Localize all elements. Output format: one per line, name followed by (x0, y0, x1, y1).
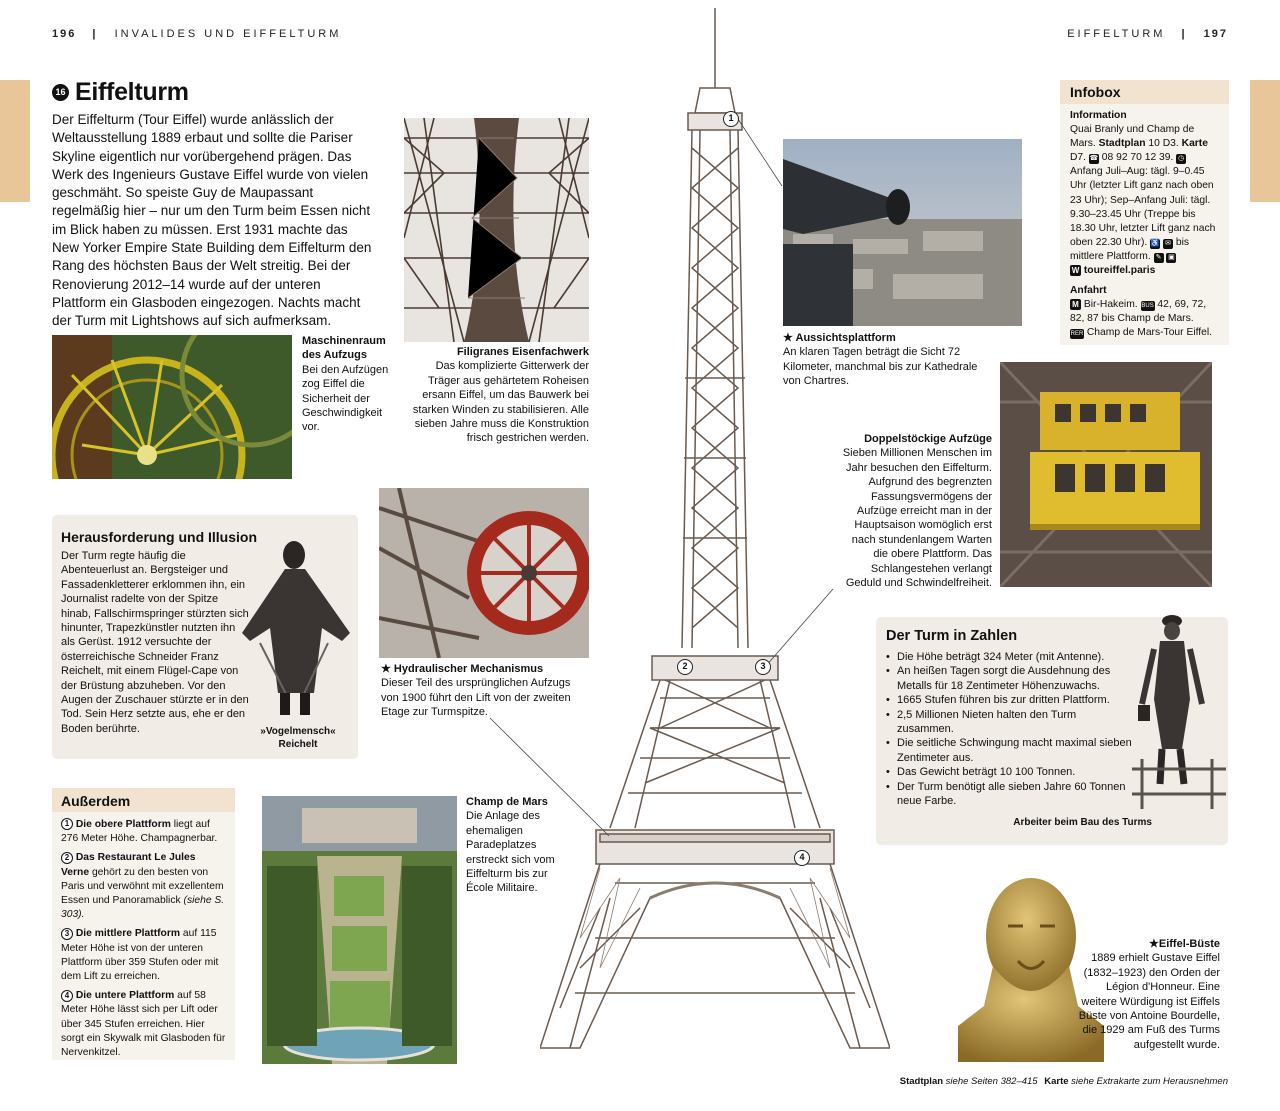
caption-text: 1889 erhielt Gustave Eiffel (1832–1923) den Orden der Légion d'Honneur. Eine weitere Würdigung ist Eiffels Büste von Antoine Bourdelle, die 1929 am Fuß des Turms aufgestellt wurde. (1078, 952, 1220, 1051)
metro-icon: M (1070, 299, 1081, 310)
ticket-icon: ✉ (1163, 239, 1173, 249)
worker-engraving (1132, 609, 1226, 809)
caption-elevators (836, 432, 992, 590)
ausserdem-title: Außerdem (61, 793, 131, 809)
page-title: Eiffelturm (75, 78, 189, 106)
ausserdem-item: 3 Die mittlere Plattform auf 115 Meter Höhe ist von der unteren Plattform über 359 Stufen oder mit dem Lift zu erreichen. (61, 928, 219, 983)
numbers-box (876, 617, 1228, 845)
page-footer: Stadtplan siehe Seiten 382–415 Karte siehe Extrakarte zum Herausnehmen (899, 1076, 1228, 1087)
caption-text: Bei den Aufzügen zog Eiffel die Sicherheit der Geschwindigkeit vor. (302, 363, 389, 434)
intro-text: Der Eiffelturm (Tour Eiffel) wurde anlässlich der Weltausstellung 1889 erbaut und sollte die Pariser Skyline eigentlich nur vorübergehend prägen. Das Werk des Ingenieurs Gustave Eiffel wurde von vielen geschmäht. So speiste Guy de Maupassant regelmäßig hier – nur um den Turm beim Essen nicht im Blick haben zu müssen. Erst 1931 machte das New Yorker Empire State Building dem Eiffelturm den Rang des höchsten Baus der Welt streitig. Bei der Renovierung 2012–14 wurde auf der unteren Plattform ein Glasboden eingezogen. Nachts macht der Turm mit Lightshows auf sich aufmerksam. (52, 112, 372, 329)
caption-title: Maschinenraum des Aufzugs (302, 335, 386, 362)
page-number-right: 197 (1203, 28, 1228, 40)
accessibility-icon: ♿ (1150, 239, 1160, 247)
clock-icon: ◷ (1178, 155, 1185, 163)
callout-1: 1 (723, 111, 739, 127)
worker-caption: Arbeiter beim Bau des Turms (1013, 817, 1152, 828)
infobox-title: Infobox (1070, 84, 1121, 100)
bus-icon: BUS (1141, 303, 1154, 310)
list-item: • Die seitliche Schwingung macht maximal sieben Zentimeter aus. (886, 736, 1136, 765)
caption-text: Das komplizierte Gitterwerk der Träger aus gehärtetem Roheisen ersann Eiffel, um das Bauwerk bei starken Winden zu stabilisieren. Alle sieben Jahre muss die Konstruktion frisch gestrichen werden. (412, 360, 589, 445)
list-item: • Die Höhe beträgt 324 Meter (mit Antenne). (886, 650, 1136, 664)
list-item: • Das Gewicht beträgt 10 100 Tonnen. (886, 765, 1136, 779)
callout-2: 2 (677, 659, 693, 675)
anfahrt-heading: Anfahrt (1070, 285, 1107, 297)
infobox-content: Information Quai Branly und Champ de Mars. Stadtplan 10 D3. Karte D7. ☎ 08 92 70 12 39. ◷ Anfang Juli–Aug: tägl. 9–0.45 Uhr (letzter Lift ganz nach oben 23 Uhr); Sep–Anfang Juli: tägl. 9.30–23.45 Uhr (Treppe bis 18.30 Uhr, letzter Lift ganz nach oben 22.30 Uhr). ♿ ✉ bis mittlere Plattform. ✎ ▣ W toureiffel.paris Anfahrt M Bir-Hakeim. BUS 42, 69, 72, 82, 87 bis Champ de Mars. RER Champ de Mars-Tour Eiffel. (1060, 104, 1229, 341)
challenge-title: Herausforderung und Illusion (61, 529, 258, 545)
caption-title: ★ Hydraulischer Mechanismus (381, 663, 544, 675)
phone-icon: ☎ (1089, 155, 1099, 163)
caption-viewing-platform (783, 331, 983, 389)
numbers-title: Der Turm in Zahlen (886, 628, 1018, 644)
separator: | (1181, 28, 1188, 40)
page-number-left: 196 (52, 28, 77, 40)
caption-title: ★Eiffel-Büste (1149, 938, 1220, 950)
ausserdem-item: 2 Das Restaurant Le Jules Verne gehört zu den besten von Paris und verwöhnt mit exzellentem Essen und Panoramablick (siehe S. 303). (61, 852, 225, 921)
numbers-list (886, 650, 1136, 808)
section-title-right: EIFFELTURM (1067, 28, 1166, 40)
shop-icon: ▣ (1168, 253, 1175, 261)
reichelt-caption: »Vogelmensch« Reichelt (260, 726, 336, 750)
caption-text: Sieben Millionen Menschen im Jahr besuchen den Eiffelturm. Aufgrund des begrenzten Fassungsvermögens der Aufzüge erreicht man in der Hauptsaison womöglich erst nach stundenlangem Warten die obere Plattform. Das Schlangestehen verlangt Geduld und Schwindelfreiheit. (842, 447, 992, 590)
caption-title: Doppelstöckige Aufzüge (864, 433, 992, 445)
caption-title: ★ Aussichtsplattform (783, 332, 896, 344)
infobox-header (1060, 80, 1229, 104)
callout-4: 4 (794, 850, 810, 866)
section-title-left: INVALIDES UND EIFFELTURM (114, 28, 342, 40)
double-deck-elevator-photo (1000, 362, 1212, 587)
sight-number-badge: 16 (52, 84, 69, 101)
restaurant-icon: ✎ (1154, 253, 1164, 263)
infobox (1060, 80, 1229, 345)
caption-bust (1070, 937, 1220, 1052)
anfahrt-section: Anfahrt M Bir-Hakeim. BUS 42, 69, 72, 82, 87 bis Champ de Mars. RER Champ de Mars-Tour Eiffel. (1070, 285, 1213, 339)
ausserdem-item: 1 Die obere Plattform liegt auf 276 Meter Höhe. Champagnerbar. (61, 819, 218, 845)
list-item: • 1665 Stufen führen bis zur dritten Plattform. (886, 693, 1136, 707)
list-item: • Der Turm benötigt alle sieben Jahre 60 Tonnen neue Farbe. (886, 780, 1136, 809)
caption-text: An klaren Tagen beträgt die Sicht 72 Kilometer, manchmal bis zur Kathedrale von Chartres. (783, 346, 978, 388)
caption-text: Dieser Teil des ursprünglichen Aufzugs von 1900 führt den Lift von der zweiten Etage zur Turmspitze. (381, 677, 571, 719)
list-item: • An heißen Tagen sorgt die Ausdehnung des Metalls für 18 Zentimeter Höhenzuwachs. (886, 664, 1136, 693)
callout-3: 3 (755, 659, 771, 675)
caption-text: Die Anlage des ehemaligen Paradeplatzes erstreckt sich vom Eiffelturm bis zur École Militaire. (466, 810, 555, 895)
viewing-platform-photo (783, 139, 1022, 326)
list-item: • 2,5 Millionen Nieten halten den Turm zusammen. (886, 708, 1136, 737)
info-heading: Information (1070, 110, 1127, 121)
caption-title: Filigranes Eisenfachwerk (456, 346, 589, 358)
separator: | (92, 28, 99, 40)
website-link[interactable]: toureiffel.paris (1083, 265, 1156, 277)
challenge-text: Der Turm regte häufig die Abenteuerlust an. Bergsteiger und Fassadenkletterer erklommen ihn, ein Journalist radelte von der Spitze hinab, Fallschirmspringer stürzten sich hinunter, Trapezkünstler nutzten ihn als Gerüst. 1912 versuchte der österreichische Schneider Franz Reichelt, mit einem Flügel-Cape von der Brüstung abzuheben. Vor den Augen der Zuschauer stürzte er in den Tod. Sein Herz setzte aus, ehe er den Boden berührte. (61, 550, 249, 735)
rer-icon: RER (1070, 331, 1084, 338)
ausserdem-item: 4 Die untere Plattform auf 58 Meter Höhe lässt sich per Lift oder über 345 Stufen erreichen. Hier sorgt ein Skywalk mit Glasboden für Nervenkitzel. (61, 990, 226, 1059)
web-icon: W (1071, 266, 1080, 276)
caption-title: Champ de Mars (466, 796, 548, 808)
